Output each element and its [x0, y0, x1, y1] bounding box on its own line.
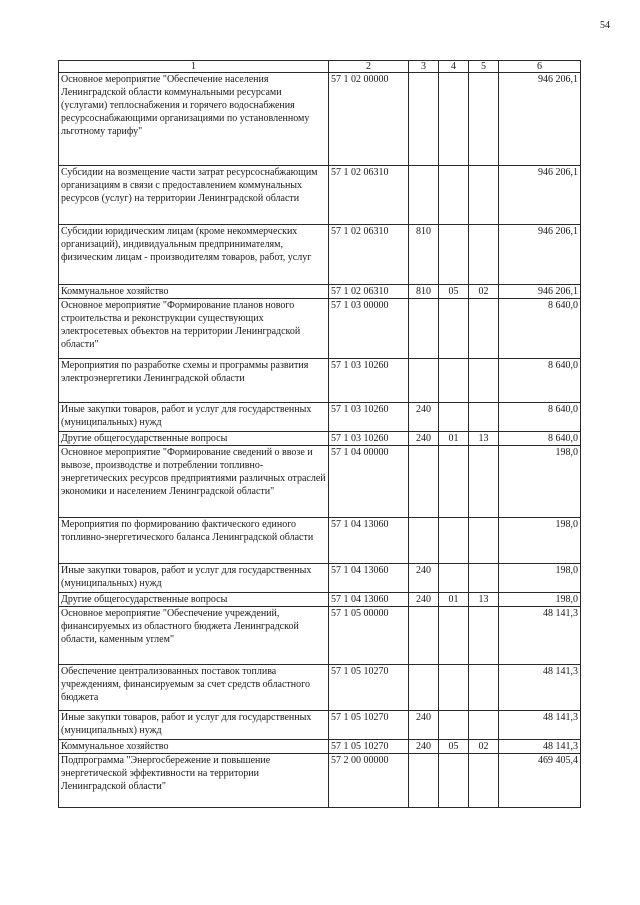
row-sum: 198,0: [499, 564, 581, 593]
row-code: 57 1 05 10270: [329, 665, 409, 711]
row-pr: [469, 299, 499, 359]
row-rz: 05: [439, 285, 469, 299]
row-name: Иные закупки товаров, работ и услуг для государственных (муниципальных) нужд: [59, 564, 329, 593]
row-name: Другие общегосударственные вопросы: [59, 432, 329, 446]
header-row: [59, 61, 581, 73]
header-cell: 3: [409, 61, 439, 73]
row-pr: 13: [469, 593, 499, 607]
row-rz: [439, 403, 469, 432]
row-code: 57 1 02 06310: [329, 225, 409, 285]
header-cell: 4: [439, 61, 469, 73]
row-name: Обеспечение централизованных поставок топлива учреждениям, финансируемым за счет средств областного бюджета: [59, 665, 329, 711]
row-rz: [439, 754, 469, 808]
row-vr: [409, 607, 439, 665]
page-number: 54: [600, 20, 610, 31]
row-code: 57 1 03 00000: [329, 299, 409, 359]
row-code: 57 1 04 13060: [329, 564, 409, 593]
row-rz: [439, 73, 469, 166]
table-row: [59, 711, 581, 740]
table-row: [59, 446, 581, 518]
row-vr: 240: [409, 593, 439, 607]
row-code: 57 2 00 00000: [329, 754, 409, 808]
row-code: 57 1 02 06310: [329, 166, 409, 225]
row-name: Коммунальное хозяйство: [59, 285, 329, 299]
row-vr: 240: [409, 711, 439, 740]
row-sum: 198,0: [499, 593, 581, 607]
row-sum: 8 640,0: [499, 359, 581, 403]
row-sum: 8 640,0: [499, 432, 581, 446]
row-rz: 01: [439, 432, 469, 446]
row-pr: [469, 711, 499, 740]
row-pr: [469, 403, 499, 432]
table-row: [59, 225, 581, 285]
row-vr: [409, 73, 439, 166]
row-pr: [469, 446, 499, 518]
row-name: Мероприятия по разработке схемы и программы развития электроэнергетики Ленинградской области: [59, 359, 329, 403]
row-sum: 48 141,3: [499, 607, 581, 665]
row-sum: 946 206,1: [499, 166, 581, 225]
row-pr: 13: [469, 432, 499, 446]
row-sum: 469 405,4: [499, 754, 581, 808]
table-row: [59, 299, 581, 359]
row-sum: 946 206,1: [499, 285, 581, 299]
row-pr: [469, 665, 499, 711]
row-rz: [439, 518, 469, 564]
row-vr: 240: [409, 740, 439, 754]
row-name: Субсидии юридическим лицам (кроме некоммерческих организаций), индивидуальным предпринимателям, физическим лицам - производителям товаров, работ, услуг: [59, 225, 329, 285]
row-name: Мероприятия по формированию фактического единого топливно-энергетического баланса Ленинградской области: [59, 518, 329, 564]
row-vr: [409, 518, 439, 564]
row-vr: [409, 754, 439, 808]
table-row: [59, 432, 581, 446]
row-code: 57 1 02 06310: [329, 285, 409, 299]
row-name: Иные закупки товаров, работ и услуг для государственных (муниципальных) нужд: [59, 711, 329, 740]
row-rz: [439, 711, 469, 740]
header-cell: 2: [329, 61, 409, 73]
row-code: 57 1 04 00000: [329, 446, 409, 518]
row-pr: [469, 359, 499, 403]
row-pr: [469, 166, 499, 225]
table-row: [59, 740, 581, 754]
row-rz: [439, 564, 469, 593]
row-code: 57 1 05 10270: [329, 711, 409, 740]
row-rz: [439, 299, 469, 359]
row-name: Основное мероприятие "Формирование сведений о ввозе и вывозе, производстве и потреблении топливно-энергетических ресурсов предприятиями различных отраслей экономики и населением Ленинградской области": [59, 446, 329, 518]
row-sum: 198,0: [499, 518, 581, 564]
row-vr: 240: [409, 432, 439, 446]
row-rz: 05: [439, 740, 469, 754]
row-name: Коммунальное хозяйство: [59, 740, 329, 754]
row-pr: [469, 225, 499, 285]
row-vr: [409, 446, 439, 518]
row-rz: [439, 446, 469, 518]
row-rz: [439, 665, 469, 711]
row-vr: [409, 299, 439, 359]
row-sum: 8 640,0: [499, 403, 581, 432]
row-pr: [469, 607, 499, 665]
row-pr: [469, 564, 499, 593]
row-code: 57 1 02 00000: [329, 73, 409, 166]
row-vr: 240: [409, 564, 439, 593]
row-rz: [439, 607, 469, 665]
row-vr: [409, 665, 439, 711]
table-row: [59, 665, 581, 711]
row-name: Подпрограмма "Энергосбережение и повышение энергетической эффективности на территории Ленинградской области": [59, 754, 329, 808]
row-vr: [409, 166, 439, 225]
header-cell: 1: [59, 61, 329, 73]
table-row: [59, 285, 581, 299]
header-cell: 6: [499, 61, 581, 73]
table-row: [59, 73, 581, 166]
row-vr: 240: [409, 403, 439, 432]
row-code: 57 1 03 10260: [329, 359, 409, 403]
row-rz: [439, 166, 469, 225]
row-name: Иные закупки товаров, работ и услуг для государственных (муниципальных) нужд: [59, 403, 329, 432]
row-code: 57 1 05 00000: [329, 607, 409, 665]
row-rz: 01: [439, 593, 469, 607]
row-pr: 02: [469, 285, 499, 299]
row-pr: [469, 518, 499, 564]
row-name: Другие общегосударственные вопросы: [59, 593, 329, 607]
header-cell: 5: [469, 61, 499, 73]
table-row: [59, 518, 581, 564]
table-row: [59, 754, 581, 808]
row-pr: [469, 73, 499, 166]
row-sum: 48 141,3: [499, 665, 581, 711]
row-pr: [469, 754, 499, 808]
row-name: Основное мероприятие "Обеспечение учреждений, финансируемых из областного бюджета Ленинградской области, каменным углем": [59, 607, 329, 665]
row-name: Основное мероприятие "Обеспечение населения Ленинградской области коммунальными ресурсами (услугами) теплоснабжения и горячего водоснабжения ресурсоснабжающими организациями по установленному льготному тарифу": [59, 73, 329, 166]
row-rz: [439, 359, 469, 403]
row-code: 57 1 03 10260: [329, 403, 409, 432]
table-row: [59, 607, 581, 665]
row-code: 57 1 04 13060: [329, 593, 409, 607]
row-sum: 48 141,3: [499, 740, 581, 754]
row-vr: [409, 359, 439, 403]
table-row: [59, 564, 581, 593]
table-row: [59, 166, 581, 225]
row-vr: 810: [409, 285, 439, 299]
row-rz: [439, 225, 469, 285]
row-name: Основное мероприятие "Формирование планов нового строительства и реконструкции существующих электросетевых объектов на территории Ленинградской области": [59, 299, 329, 359]
table-row: [59, 359, 581, 403]
row-sum: 946 206,1: [499, 225, 581, 285]
row-vr: 810: [409, 225, 439, 285]
row-pr: 02: [469, 740, 499, 754]
row-sum: 946 206,1: [499, 73, 581, 166]
row-sum: 198,0: [499, 446, 581, 518]
table-row: [59, 403, 581, 432]
table-row: [59, 593, 581, 607]
row-code: 57 1 05 10270: [329, 740, 409, 754]
row-sum: 48 141,3: [499, 711, 581, 740]
row-code: 57 1 03 10260: [329, 432, 409, 446]
row-code: 57 1 04 13060: [329, 518, 409, 564]
row-name: Субсидии на возмещение части затрат ресурсоснабжающим организациям в связи с предоставлением коммунальных ресурсов (услуг) на территории Ленинградской области: [59, 166, 329, 225]
row-sum: 8 640,0: [499, 299, 581, 359]
budget-table: [58, 60, 581, 808]
